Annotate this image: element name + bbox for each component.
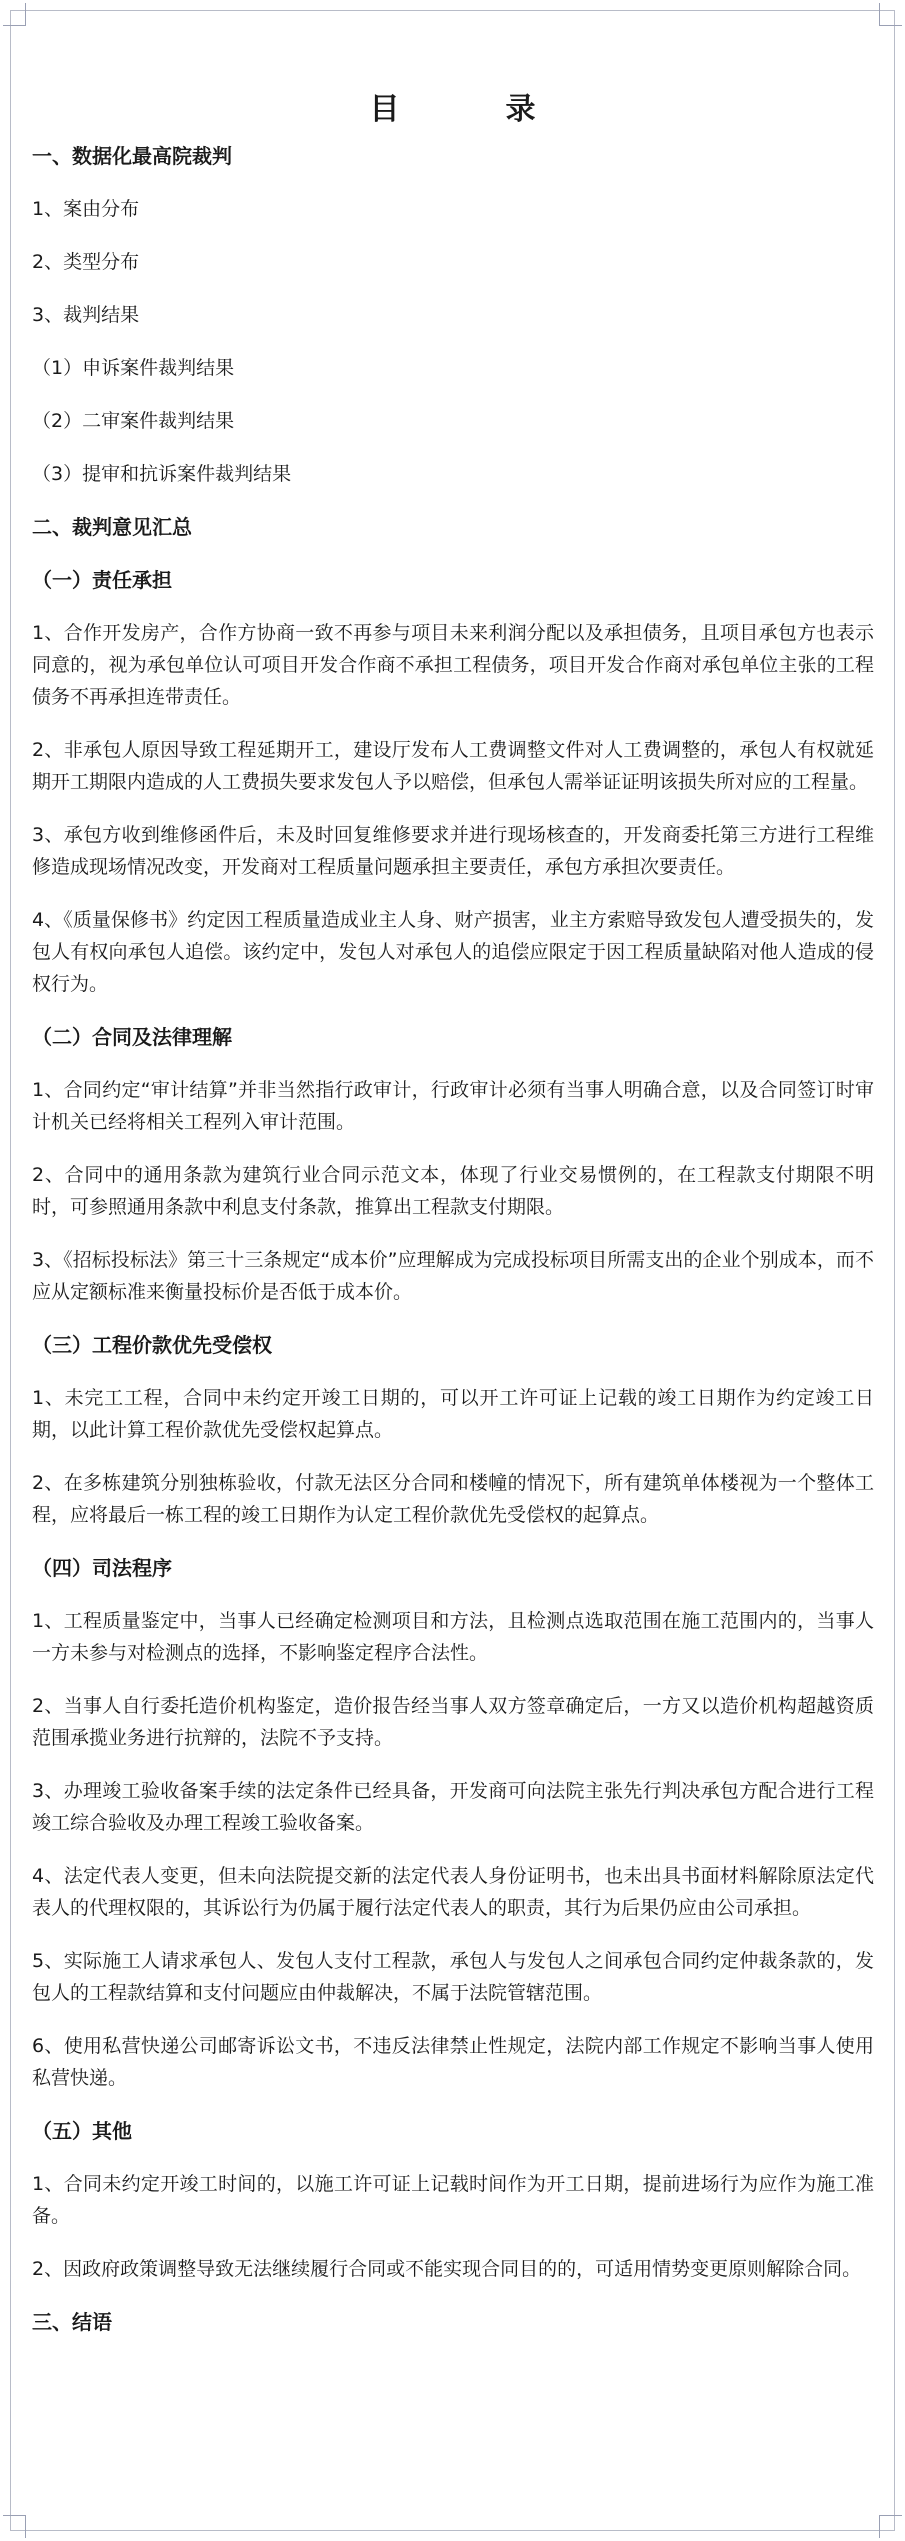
toc-item: （3）提审和抗诉案件裁判结果 bbox=[32, 463, 292, 485]
toc-paragraph: 4、《质量保修书》约定因工程质量造成业主人身、财产损害，业主方索赔导致发包人遭受损失的，发包人有权向承包人追偿。该约定中，发包人对承包人的追偿应限定于因工程质量缺陷对他人造成的侵权行为。 bbox=[32, 909, 874, 995]
toc-paragraph: 6、使用私营快递公司邮寄诉讼文书，不违反法律禁止性规定，法院内部工作规定不影响当事人使用私营快递。 bbox=[32, 2035, 874, 2089]
subsection-heading: （三）工程价款优先受偿权 bbox=[32, 1333, 272, 1357]
toc-paragraph: 1、合作开发房产，合作方协商一致不再参与项目未来利润分配以及承担债务，且项目承包方也表示同意的，视为承包单位认可项目开发合作商不承担工程债务，项目开发合作商对承包单位主张的工程债务不再承担连带责任。 bbox=[32, 622, 874, 708]
toc-item: （1）申诉案件裁判结果 bbox=[32, 357, 235, 379]
subsection-heading: （二）合同及法律理解 bbox=[32, 1025, 232, 1049]
toc-paragraph: 2、非承包人原因导致工程延期开工，建设厅发布人工费调整文件对人工费调整的，承包人有权就延期开工期限内造成的人工费损失要求发包人予以赔偿，但承包人需举证证明该损失所对应的工程量。 bbox=[32, 739, 874, 793]
toc-item: 3、裁判结果 bbox=[32, 304, 140, 326]
corner-mark bbox=[879, 3, 902, 26]
toc-paragraph: 5、实际施工人请求承包人、发包人支付工程款，承包人与发包人之间承包合同约定仲裁条款的，发包人的工程款结算和支付问题应由仲裁解决，不属于法院管辖范围。 bbox=[32, 1950, 874, 2004]
toc-paragraph: 2、因政府政策调整导致无法继续履行合同或不能实现合同目的的，可适用情势变更原则解除合同。 bbox=[32, 2258, 862, 2280]
page-title: 目 录 bbox=[369, 92, 574, 127]
toc-paragraph: 2、在多栋建筑分别独栋验收，付款无法区分合同和楼幢的情况下，所有建筑单体楼视为一个整体工程，应将最后一栋工程的竣工日期作为认定工程价款优先受偿权的起算点。 bbox=[32, 1472, 874, 1526]
toc-paragraph: 3、承包方收到维修函件后，未及时回复维修要求并进行现场核查的，开发商委托第三方进行工程维修造成现场情况改变，开发商对工程质量问题承担主要责任，承包方承担次要责任。 bbox=[32, 824, 874, 878]
toc-paragraph: 1、未完工工程，合同中未约定开竣工日期的，可以开工许可证上记载的竣工日期作为约定竣工日期，以此计算工程价款优先受偿权起算点。 bbox=[32, 1387, 874, 1441]
corner-mark bbox=[879, 2515, 902, 2538]
toc-item: 1、案由分布 bbox=[32, 198, 140, 220]
toc-paragraph: 3、《招标投标法》第三十三条规定“成本价”应理解成为完成投标项目所需支出的企业个别成本，而不应从定额标准来衡量投标价是否低于成本价。 bbox=[32, 1249, 874, 1303]
toc-paragraph: 1、合同约定“审计结算”并非当然指行政审计，行政审计必须有当事人明确合意，以及合同签订时审计机关已经将相关工程列入审计范围。 bbox=[32, 1079, 874, 1133]
toc-paragraph: 2、合同中的通用条款为建筑行业合同示范文本，体现了行业交易惯例的，在工程款支付期限不明时，可参照通用条款中利息支付条款，推算出工程款支付期限。 bbox=[32, 1164, 874, 1218]
section-heading: 三、结语 bbox=[32, 2310, 112, 2334]
corner-mark bbox=[3, 2515, 26, 2538]
corner-mark bbox=[3, 3, 26, 26]
toc-item: （2）二审案件裁判结果 bbox=[32, 410, 235, 432]
toc-paragraph: 1、工程质量鉴定中，当事人已经确定检测项目和方法，且检测点选取范围在施工范围内的，当事人一方未参与对检测点的选择，不影响鉴定程序合法性。 bbox=[32, 1610, 874, 1664]
toc-item: 2、类型分布 bbox=[32, 251, 140, 273]
section-heading: 一、数据化最高院裁判 bbox=[32, 144, 232, 168]
subsection-heading: （四）司法程序 bbox=[32, 1556, 172, 1580]
toc-paragraph: 2、当事人自行委托造价机构鉴定，造价报告经当事人双方签章确定后，一方又以造价机构超越资质范围承揽业务进行抗辩的，法院不予支持。 bbox=[32, 1695, 874, 1749]
subsection-heading: （五）其他 bbox=[32, 2119, 132, 2143]
subsection-heading: （一）责任承担 bbox=[32, 568, 172, 592]
toc-paragraph: 3、办理竣工验收备案手续的法定条件已经具备，开发商可向法院主张先行判决承包方配合进行工程竣工综合验收及办理工程竣工验收备案。 bbox=[32, 1780, 874, 1834]
toc-paragraph: 4、法定代表人变更，但未向法院提交新的法定代表人身份证明书，也未出具书面材料解除原法定代表人的代理权限的，其诉讼行为仍属于履行法定代表人的职责，其行为后果仍应由公司承担。 bbox=[32, 1865, 874, 1919]
toc-paragraph: 1、合同未约定开竣工时间的，以施工许可证上记载时间作为开工日期，提前进场行为应作为施工准备。 bbox=[32, 2173, 874, 2227]
toc-content bbox=[32, 82, 874, 2338]
section-heading: 二、裁判意见汇总 bbox=[32, 515, 192, 539]
